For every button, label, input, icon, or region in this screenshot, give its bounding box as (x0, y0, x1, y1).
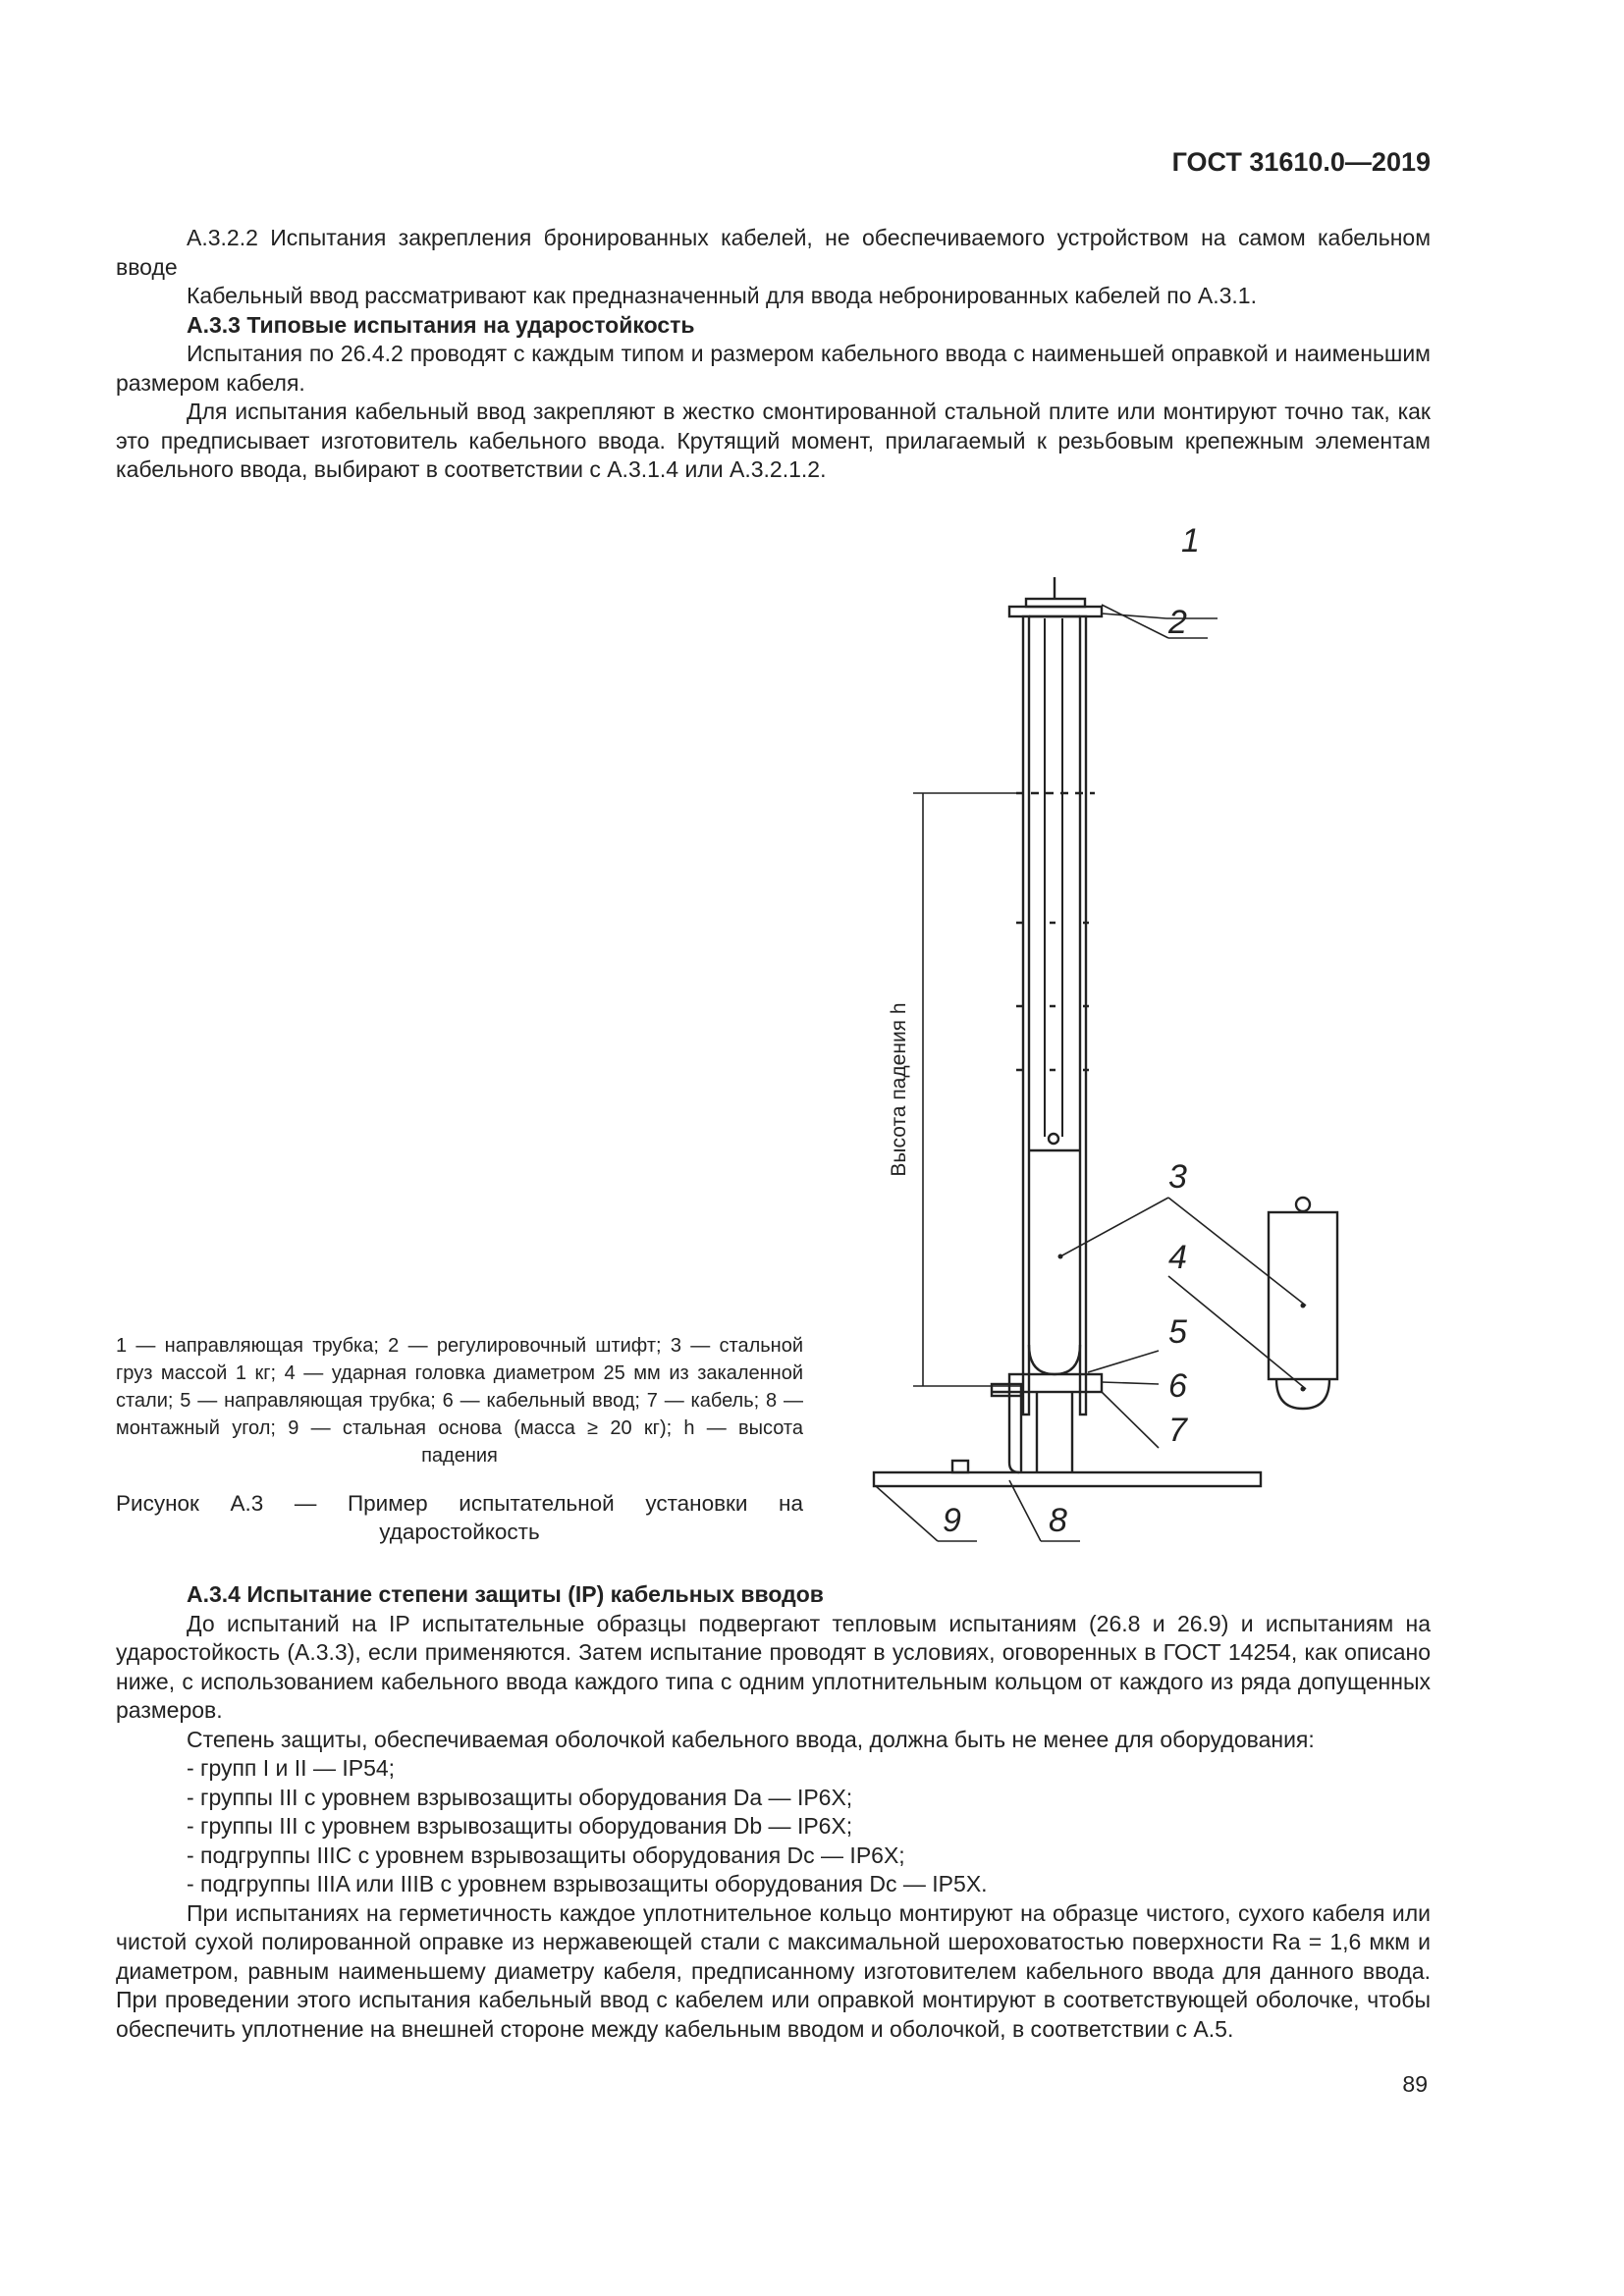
mounting-angle (992, 1392, 1019, 1472)
marker-2: 2 (1168, 604, 1187, 641)
paragraph-tests-26-4-2: Испытания по 26.4.2 проводят с каждым типом и размером кабельного ввода с наименьшей оправкой и наименьшим размером кабеля. (116, 341, 1431, 396)
steel-base (874, 1472, 1261, 1486)
figure-legend: 1 — направляющая трубка; 2 — регулировочный штифт; 3 — стальной груз массой 1 кг; 4 — ударная головка диаметром 25 мм из закаленной стали; 5 — направляющая трубка; 6 — кабельный ввод; 7 — кабель; 8 — монтажный угол; 9 — стальная основа (масса ≥ 20 кг); h — высота падения (116, 1335, 803, 1467)
heading-a3-3: А.3.3 Типовые испытания на ударостойкость (187, 311, 695, 338)
marker-9: 9 (943, 1502, 961, 1539)
marker-4: 4 (1168, 1239, 1187, 1276)
list-item: - подгруппы IIIA или IIIB с уровнем взрывозащиты оборудования Dc — IP5X. (187, 1871, 988, 1896)
figure-caption: Рисунок А.3 — Пример испытательной установки на ударостойкость (116, 1491, 803, 1544)
paragraph-tightness: При испытаниях на герметичность каждое уплотнительное кольцо монтируют на образце чистого, сухого кабеля или чистой сухой полированной оправке из нержавеющей стали с максимальной шероховатостью поверхности Ra = 1,6 мкм и диаметром, равным наименьшему диаметру кабеля, предписанному изготовителем кабельного ввода для данного ввода. При проведении этого испытания кабельный ввод с кабелем или оправкой монтируют в соответствующей оболочке, чтобы обеспечить уплотнение на внешней стороне между кабельным вводом и оболочкой, в соответствии с А.5. (116, 1899, 1431, 2042)
paragraph-ip-tests: До испытаний на IP испытательные образцы подвергают тепловым испытаниям (26.8 и 26.9) и испытаниям на ударостойкость (А.3.3), если применяются. Затем испытание проводят в условиях, оговоренных в ГОСТ 14254, как описано ниже, с использованием кабельного ввода каждого типа с одним уплотнительным кольцом от каждого из ряда допущенных размеров. (116, 1610, 1431, 1723)
bottom-text-block (116, 1580, 1431, 2044)
marker-7: 7 (1168, 1412, 1187, 1449)
list-item: - группы III с уровнем взрывозащиты оборудования Da — IP6X; (187, 1784, 853, 1810)
adjusting-pin-top (1026, 599, 1085, 607)
list-item: - подгруппы IIIC с уровнем взрывозащиты оборудования Dc — IP6X; (187, 1842, 905, 1868)
guide-tube-left-wall (1023, 616, 1029, 1415)
top-text-block (116, 224, 1431, 485)
guide-tube-right-wall (1080, 616, 1086, 1415)
impact-test-figure (844, 520, 1355, 1580)
paragraph-unarmored: Кабельный ввод рассматривают как предназначенный для ввода небронированных кабелей по А.3.1. (187, 283, 1257, 308)
drop-height-label: Высота падения h (888, 1002, 910, 1177)
document-header: ГОСТ 31610.0—2019 (1171, 147, 1431, 177)
paragraph-protection-degree: Степень защиты, обеспечиваемая оболочкой кабельного ввода, должна быть не менее для оборудования: (187, 1726, 1315, 1752)
paragraph-a3-2-2: А.3.2.2 Испытания закрепления бронированных кабелей, не обеспечиваемого устройством на самом кабельном вводе (116, 225, 1431, 280)
paragraph-mounting: Для испытания кабельный ввод закрепляют в жестко смонтированной стальной плите или монтируют точно так, как это предписывает изготовитель кабельного ввода. Крутящий момент, прилагаемый к резьбовым крепежным элементам кабельного ввода, выбирают в соответствии с А.3.1.4 или А.3.2.1.2. (116, 399, 1431, 482)
marker-6: 6 (1168, 1367, 1187, 1405)
heading-a3-4: А.3.4 Испытание степени защиты (IP) кабельных вводов (187, 1581, 824, 1607)
steel-weight (1269, 1212, 1337, 1379)
page-number: 89 (1402, 2071, 1428, 2097)
marker-1: 1 (1181, 522, 1200, 560)
marker-3: 3 (1168, 1158, 1187, 1196)
list-item: - групп I и II — IP54; (187, 1755, 396, 1781)
marker-5: 5 (1168, 1313, 1187, 1351)
adjusting-pin (1009, 607, 1102, 616)
list-item: - группы III с уровнем взрывозащиты оборудования Db — IP6X; (187, 1813, 853, 1839)
impact-head (1029, 1345, 1080, 1374)
marker-8: 8 (1049, 1502, 1067, 1539)
